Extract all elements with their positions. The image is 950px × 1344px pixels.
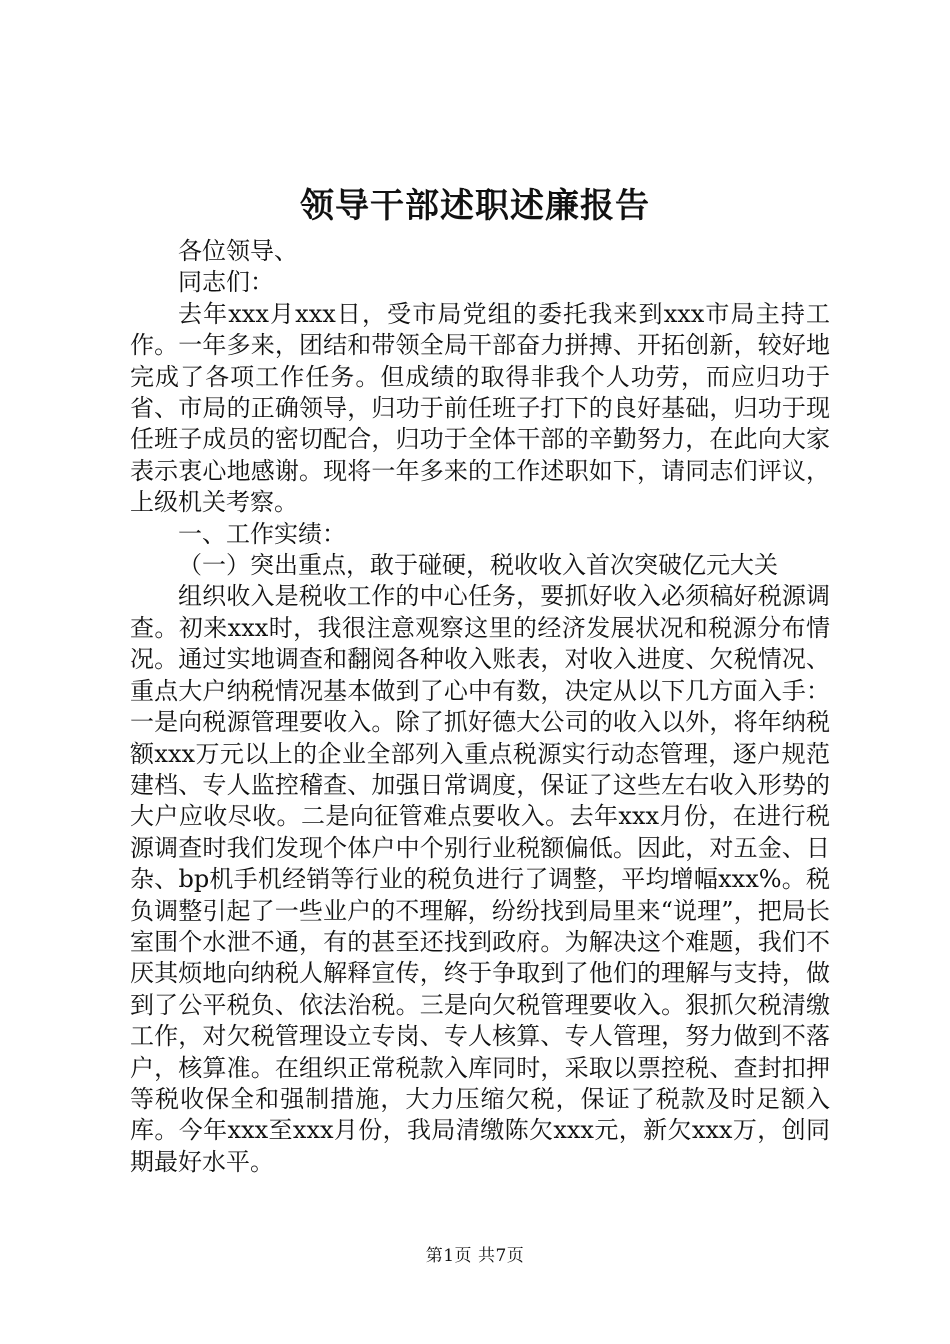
page-footer: 第1页 共7页 <box>425 1246 525 1266</box>
body-paragraph: 去年xxx月xxx日，受市局党组的委托我来到xxx市局主持工作。一年多来，团结和带领全局干部奋力拼搏、开拓创新，较好地完成了各项工作任务。但成绩的取得非我个人功劳，而应归功于省、市局的正确领导，归功于前任班子打下的良好基础，归功于现任班子成员的密切配合，归功于全体干部的辛勤努力，在此向大家表示衷心地感谢。现将一年多来的工作述职如下，请同志们评议，上级机关考察。 <box>130 299 830 517</box>
body-paragraph: 组织收入是税收工作的中心任务，要抓好收入必须稿好税源调查。初来xxx时，我很注意观察这里的经济发展状况和税源分布情况。通过实地调查和翻阅各种收入账表，对收入进度、欠税情况、重点大户纳税情况基本做到了心中有数，决定从以下几方面入手：一是向税源管理要收入。除了抓好德大公司的收入以外，将年纳税额xxx万元以上的企业全部列入重点税源实行动态管理，逐户规范建档、专人监控稽查、加强日常调度，保证了这些左右收入形势的大户应收尽收。二是向征管难点要收入。去年xxx月份，在进行税源调查时我们发现个体户中个别行业税额偏低。因此，对五金、日杂、bp机手机经销等行业的税负进行了调整，平均增幅xxx%。税负调整引起了一些业户的不理解，纷纷找到局里来“说理”，把局长室围个水泄不通，有的甚至还找到政府。为解决这个难题，我们不厌其烦地向纳税人解释宣传，终于争取到了他们的理解与支持，做到了公平税负、依法治税。三是向欠税管理要收入。狠抓欠税清缴工作，对欠税管理设立专岗、专人核算、专人管理，努力做到不落户，核算准。在组织正常税款入库同时，采取以票控税、查封扣押等税收保全和强制措施，大力压缩欠税，保证了税款及时足额入库。今年xxx至xxx月份，我局清缴陈欠xxx元，新欠xxx万，创同期最好水平。 <box>130 582 830 1176</box>
subsection-heading: （一）突出重点，敢于碰硬，税收收入首次突破亿元大关 <box>178 551 778 580</box>
section-heading: 一、工作实绩： <box>178 519 346 548</box>
salutation-line: 同志们： <box>178 268 274 297</box>
salutation-line: 各位领导、 <box>178 237 298 265</box>
document-title: 领导干部述职述廉报告 <box>300 186 650 226</box>
document-body <box>130 236 830 1178</box>
